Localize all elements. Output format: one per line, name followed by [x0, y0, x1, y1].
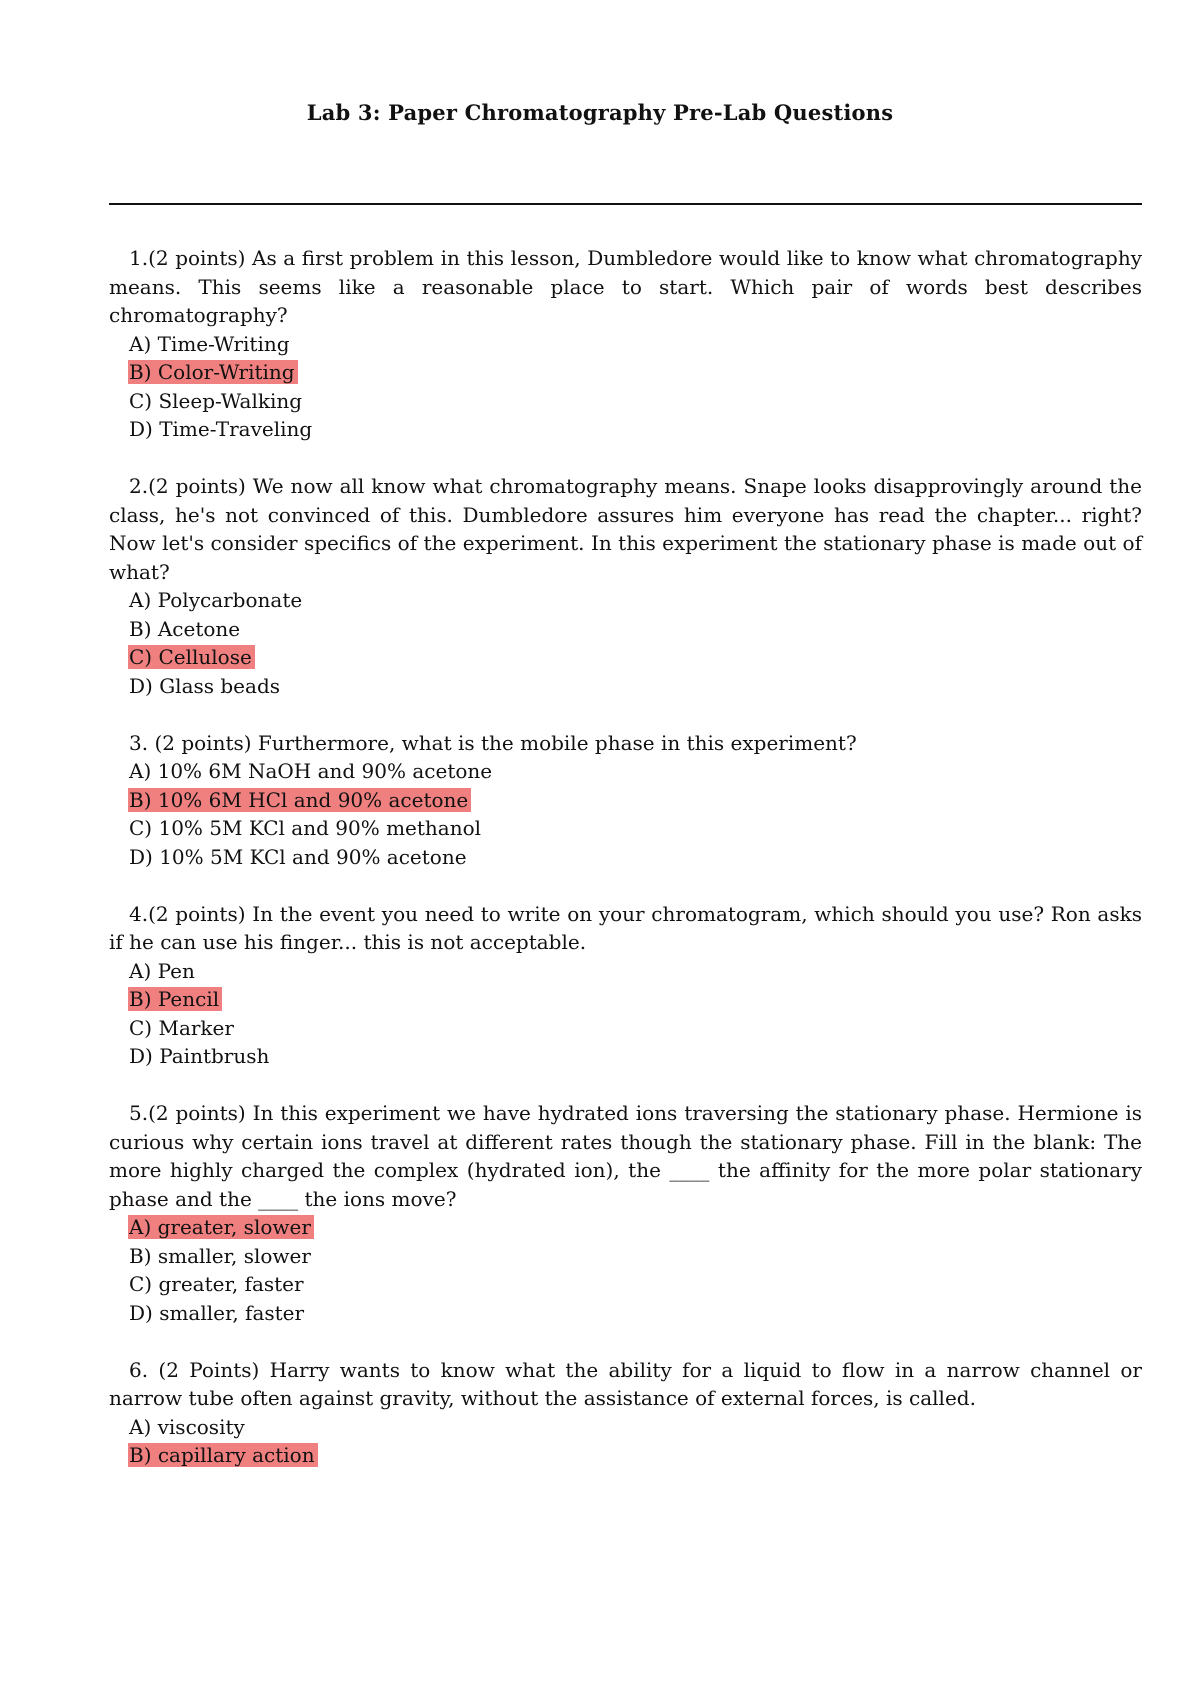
question-list [109, 244, 1142, 1498]
answer-option [109, 615, 1142, 644]
question-prompt: 5.(2 points) In this experiment we have hydrated ions traversing the stationary phase. Hermione is curious why certain ions travel at different rates though the stationary phase. Fill in the blank: The more highly charged the complex (hydrated ion), the ____ the affinity for the more polar stationary phase and the ____ the ions move? [109, 1101, 1142, 1211]
answer-text: D) 10% 5M KCl and 90% acetone [129, 844, 467, 869]
answer-option [109, 1413, 1142, 1442]
answer-text: C) Marker [129, 1015, 234, 1040]
answer-option [109, 1213, 1142, 1242]
answer-text: A) Polycarbonate [129, 588, 303, 612]
answer-option [109, 330, 1142, 359]
question-block-2 [109, 472, 1142, 700]
highlighted-answer: B) Pencil [128, 987, 222, 1011]
answer-option [109, 387, 1142, 416]
highlighted-answer: C) Cellulose [128, 645, 255, 669]
answer-text: C) Sleep-Walking [129, 388, 303, 413]
answer-option [109, 985, 1142, 1014]
answer-option [109, 1042, 1142, 1071]
answer-text: D) Glass beads [129, 673, 281, 698]
answer-text: B) smaller, slower [129, 1243, 311, 1268]
highlighted-answer: B) 10% 6M HCl and 90% acetone [128, 788, 471, 812]
question-prompt: 4.(2 points) In the event you need to write on your chromatogram, which should you use? Ron asks if he can use his finger... this is not acceptable. [109, 901, 1142, 954]
answer-option [109, 1441, 1142, 1470]
answer-option [109, 957, 1142, 986]
highlighted-answer: B) Color-Writing [128, 360, 298, 384]
answer-text: C) 10% 5M KCl and 90% methanol [129, 816, 482, 840]
question-block-5 [109, 1099, 1142, 1327]
answer-text: A) viscosity [129, 1414, 245, 1439]
answer-option [109, 358, 1142, 387]
question-block-3 [109, 729, 1142, 872]
question-prompt: 2.(2 points) We now all know what chromatography means. Snape looks disapprovingly around the class, he's not convinced of this. Dumbledore assures him everyone has read the chapter... right? Now let's consider specifics of the experiment. In this experiment the stationary phase is made out of what? [109, 474, 1142, 584]
answer-option [109, 643, 1142, 672]
answer-text: A) 10% 6M NaOH and 90% acetone [129, 759, 493, 783]
answer-option [109, 415, 1142, 444]
question-prompt: 3. (2 points) Furthermore, what is the mobile phase in this experiment? [129, 730, 857, 755]
answer-text: A) Pen [129, 958, 195, 983]
answer-option [109, 1242, 1142, 1271]
answer-option [109, 757, 1142, 786]
answer-option [109, 814, 1142, 843]
answer-text: C) greater, faster [129, 1272, 304, 1296]
answer-option [109, 586, 1142, 615]
answer-option [109, 1014, 1142, 1043]
question-block-4 [109, 900, 1142, 1071]
question-block-6 [109, 1356, 1142, 1470]
question-prompt: 6. (2 Points) Harry wants to know what the ability for a liquid to flow in a narrow channel or narrow tube often against gravity, without the assistance of external forces, is called. [109, 1357, 1142, 1410]
question-block-1 [109, 244, 1142, 444]
title-rule [109, 203, 1142, 205]
answer-text: D) smaller, faster [129, 1300, 305, 1325]
answer-option [109, 786, 1142, 815]
highlighted-answer: A) greater, slower [128, 1215, 314, 1239]
answer-option [109, 1270, 1142, 1299]
answer-option [109, 1299, 1142, 1328]
answer-option [109, 843, 1142, 872]
answer-text: D) Time-Traveling [129, 417, 313, 441]
document-title: Lab 3: Paper Chromatography Pre-Lab Questions [306, 100, 894, 125]
answer-text: B) Acetone [129, 616, 241, 641]
highlighted-answer: B) capillary action [128, 1443, 318, 1467]
answer-text: A) Time-Writing [129, 331, 290, 356]
answer-text: D) Paintbrush [129, 1044, 270, 1068]
answer-option [109, 672, 1142, 701]
question-prompt: 1.(2 points) As a first problem in this lesson, Dumbledore would like to know what chromatography means. This seems like a reasonable place to start. Which pair of words best describes chromatography? [109, 246, 1142, 327]
